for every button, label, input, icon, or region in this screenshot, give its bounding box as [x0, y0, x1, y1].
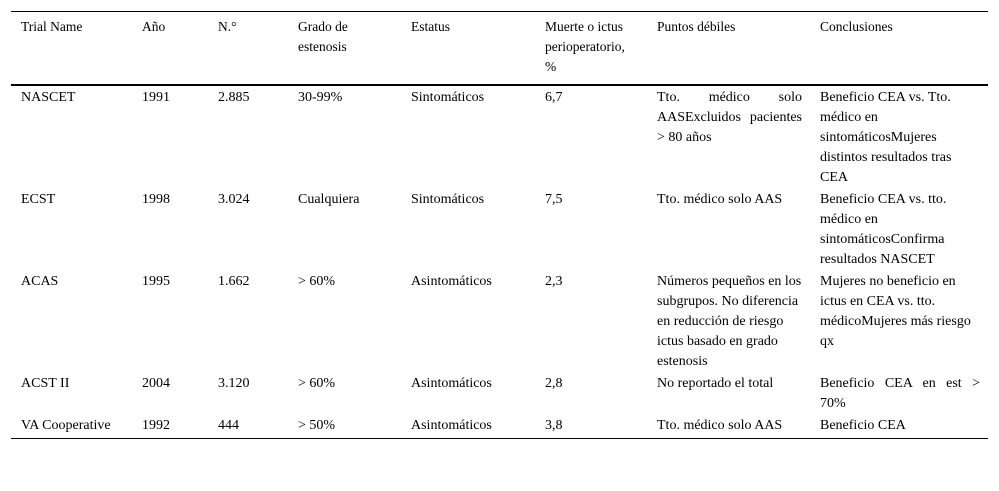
cell-death-stroke: 6,7 [545, 90, 563, 105]
cell-death-stroke: 2,8 [545, 376, 563, 391]
header-row [11, 12, 988, 86]
cell-death-stroke: 3,8 [535, 414, 647, 439]
cell-stenosis-grade: 30-99% [298, 90, 343, 105]
cell-trial-name: ECST [21, 192, 56, 207]
header-trial-name: Trial Name [11, 12, 132, 86]
cell-status: Sintomáticos [411, 90, 485, 105]
cell-stenosis-grade: > 60% [298, 274, 336, 289]
header-stenosis-grade: Grado de estenosis [288, 12, 401, 86]
cell-status: Asintomáticos [401, 414, 535, 439]
cell-trial-name: ACST II [21, 376, 70, 391]
cell-conclusions: Beneficio CEA vs. Tto. médico en sintomáticosMujeres distintos resultados tras CEA [820, 90, 952, 185]
cell-conclusions: Mujeres no beneficio en ictus en CEA vs. tto. médicoMujeres más riesgo qx [820, 274, 971, 349]
trials-table [11, 11, 988, 439]
cell-weak-points: No reportado el total [657, 376, 774, 391]
cell-year: 1991 [142, 90, 170, 105]
cell-status: Asintomáticos [411, 274, 492, 289]
table-row [11, 372, 988, 414]
cell-n: 3.024 [218, 192, 250, 207]
cell-n: 2.885 [218, 90, 250, 105]
header-n: N.° [208, 12, 288, 86]
cell-death-stroke: 7,5 [545, 192, 563, 207]
cell-trial-name: NASCET [21, 90, 76, 105]
cell-year: 1998 [142, 192, 170, 207]
cell-conclusions: Beneficio CEA [810, 414, 988, 439]
cell-conclusions: Beneficio CEA en est > 70% [820, 376, 980, 411]
cell-trial-name: VA Cooperative [11, 414, 132, 439]
cell-status: Sintomáticos [411, 192, 485, 207]
cell-stenosis-grade: > 50% [288, 414, 401, 439]
cell-death-stroke: 2,3 [545, 274, 563, 289]
table-row [11, 414, 988, 439]
table-row [11, 270, 988, 372]
cell-status: Asintomáticos [411, 376, 492, 391]
cell-n: 3.120 [218, 376, 250, 391]
cell-weak-points: Tto. médico solo AAS [657, 192, 783, 207]
table-row [11, 85, 988, 188]
cell-weak-points: Tto. médico solo AASExcluidos pacientes > 80 años [657, 90, 802, 145]
cell-stenosis-grade: Cualquiera [298, 192, 360, 207]
cell-n: 444 [208, 414, 288, 439]
cell-weak-points: Tto. médico solo AAS [647, 414, 810, 439]
header-year: Año [132, 12, 208, 86]
cell-year: 1995 [142, 274, 170, 289]
header-weak-points: Puntos débiles [647, 12, 810, 86]
cell-trial-name: ACAS [21, 274, 59, 289]
cell-stenosis-grade: > 60% [298, 376, 336, 391]
header-status: Estatus [401, 12, 535, 86]
cell-conclusions: Beneficio CEA vs. tto. médico en sintomáticosConfirma resultados NASCET [820, 192, 947, 267]
header-conclusions: Conclusiones [810, 12, 988, 86]
cell-weak-points: Números pequeños en los subgrupos. No diferencia en reducción de riesgo ictus basado en grado estenosis [657, 274, 802, 369]
cell-year: 2004 [142, 376, 170, 391]
cell-year: 1992 [132, 414, 208, 439]
cell-n: 1.662 [218, 274, 250, 289]
header-death-stroke: Muerte o ictus perioperatorio, % [535, 12, 647, 86]
table-row [11, 188, 988, 270]
